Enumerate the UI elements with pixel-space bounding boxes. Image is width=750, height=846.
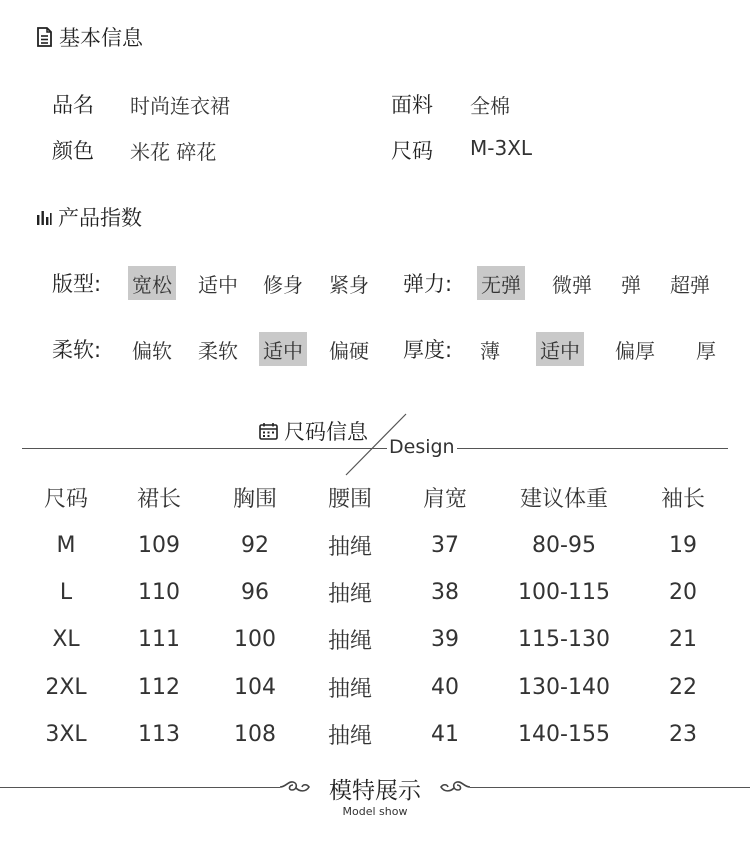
table-cell: 38 <box>431 579 459 605</box>
table-header-cell: 袖长 <box>660 486 705 512</box>
table-cell: 112 <box>138 674 180 700</box>
basic-info-title: 基本信息 <box>59 26 143 50</box>
index-option: 薄 <box>480 338 500 363</box>
design-label: Design <box>389 436 455 458</box>
table-cell: 2XL <box>45 674 87 700</box>
index-option: 超弹 <box>670 272 710 297</box>
table-cell: 92 <box>241 532 269 558</box>
table-cell: 110 <box>138 579 180 605</box>
index-option: 修身 <box>263 272 303 297</box>
table-cell: 抽绳 <box>327 723 372 749</box>
product-index-title: 产品指数 <box>58 206 142 230</box>
index-option: 紧身 <box>329 272 369 297</box>
index-row-fit <box>0 266 750 300</box>
table-cell: 抽绳 <box>327 534 372 560</box>
calendar-icon <box>259 422 278 440</box>
table-header-cell: 裙长 <box>136 486 181 512</box>
index-option: 微弹 <box>552 272 592 297</box>
table-cell: 109 <box>138 532 180 558</box>
table-cell: 113 <box>138 721 180 747</box>
table-cell: 41 <box>431 721 459 747</box>
index-option: 偏硬 <box>329 338 369 363</box>
table-cell: 23 <box>669 721 697 747</box>
index-label: 版型: <box>52 272 102 296</box>
document-icon <box>36 27 53 47</box>
table-cell: 100 <box>234 626 276 652</box>
table-cell: 37 <box>431 532 459 558</box>
table-cell: 100-115 <box>518 579 610 605</box>
table-header-cell: 尺码 <box>43 486 88 512</box>
table-cell: 130-140 <box>518 674 610 700</box>
info-label: 品名 <box>52 93 94 117</box>
table-cell: 115-130 <box>518 626 610 652</box>
table-cell: 39 <box>431 626 459 652</box>
info-value: M-3XL <box>470 136 533 160</box>
table-cell: 3XL <box>45 721 87 747</box>
index-option-selected: 宽松 <box>128 266 176 300</box>
index-label: 弹力: <box>403 272 453 296</box>
index-option: 厚 <box>696 338 716 363</box>
index-row-softness <box>0 332 750 366</box>
info-label: 面料 <box>391 93 433 117</box>
index-option: 适中 <box>198 272 238 297</box>
index-option-selected: 适中 <box>259 332 307 366</box>
table-cell: 140-155 <box>518 721 610 747</box>
product-index-heading <box>36 202 142 232</box>
index-option: 柔软 <box>198 338 238 363</box>
table-cell: L <box>59 579 73 605</box>
table-cell: 108 <box>234 721 276 747</box>
table-header-cell: 腰围 <box>327 486 372 512</box>
index-option: 偏软 <box>132 338 172 363</box>
info-value: 米花 碎花 <box>130 140 217 164</box>
table-header-cell: 肩宽 <box>422 486 467 512</box>
table-cell: 21 <box>669 626 697 652</box>
table-cell: 104 <box>234 674 276 700</box>
index-option-selected: 无弹 <box>477 266 525 300</box>
model-show-subtitle: Model show <box>342 805 408 818</box>
basic-info-heading <box>36 22 143 52</box>
index-label: 厚度: <box>403 338 453 362</box>
table-header-cell: 胸围 <box>232 486 277 512</box>
table-cell: M <box>56 532 76 558</box>
table-cell: XL <box>52 626 80 652</box>
table-cell: 20 <box>669 579 697 605</box>
index-option: 偏厚 <box>615 338 655 363</box>
index-option: 弹 <box>621 272 641 297</box>
table-cell: 抽绳 <box>327 628 372 654</box>
info-value: 全棉 <box>470 94 510 118</box>
index-label: 柔软: <box>52 338 102 362</box>
bar-chart-icon <box>36 208 52 226</box>
table-cell: 96 <box>241 579 269 605</box>
table-cell: 22 <box>669 674 697 700</box>
table-cell: 80-95 <box>532 532 596 558</box>
info-label: 尺码 <box>391 139 433 163</box>
index-option-selected: 适中 <box>536 332 584 366</box>
table-cell: 19 <box>669 532 697 558</box>
info-label: 颜色 <box>52 139 94 163</box>
table-cell: 抽绳 <box>327 581 372 607</box>
table-cell: 抽绳 <box>327 676 372 702</box>
table-cell: 40 <box>431 674 459 700</box>
table-header-cell: 建议体重 <box>519 486 608 512</box>
table-cell: 111 <box>138 626 180 652</box>
info-value: 时尚连衣裙 <box>130 94 230 118</box>
size-info-title: 尺码信息 <box>284 420 368 444</box>
model-show-title: 模特展示 <box>329 778 421 804</box>
